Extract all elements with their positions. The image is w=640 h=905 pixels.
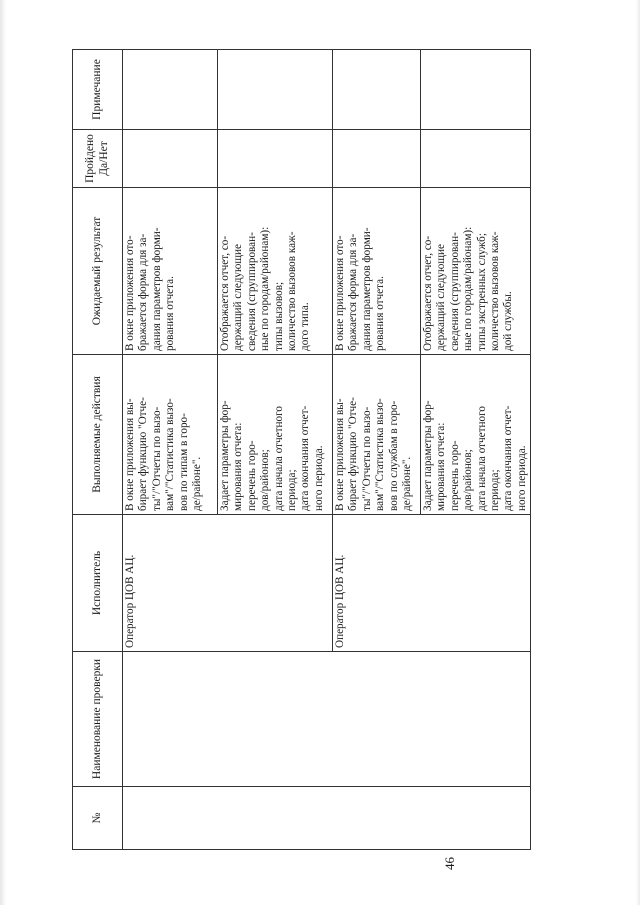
text-line: В окне приложения вы- <box>334 398 346 511</box>
text-line: бирает функцию "Отче- <box>137 397 150 511</box>
text-line: ные по городам/районам): <box>462 226 475 351</box>
cell-actions <box>333 355 421 515</box>
text-line: периода; <box>489 469 502 511</box>
cell-check-name <box>123 652 531 787</box>
header-executor: Исполнитель <box>73 515 123 652</box>
text-line: количество вызовов каж- <box>489 231 502 351</box>
text-line: дания параметров форми- <box>360 227 373 351</box>
text-line: В окне приложения ото- <box>334 235 346 351</box>
text-line: ты"/"Отчеты по вызо- <box>360 406 373 511</box>
cell-expected <box>123 188 218 355</box>
cell-passed <box>218 130 333 188</box>
text-line: ты"/"Отчеты по вызо- <box>150 406 163 511</box>
cell-note <box>218 50 333 130</box>
text-line: мирования отчета: <box>435 422 448 511</box>
text-line: бирает функцию "Отче- <box>347 397 360 511</box>
cell-passed <box>123 130 218 188</box>
text-line: сведения (сгруппирован- <box>245 232 258 351</box>
header-actions: Выполняемые действия <box>73 355 123 515</box>
text-line: периода; <box>286 469 299 511</box>
text-line: дов/районов; <box>462 449 475 511</box>
text-line: дания параметров форми- <box>150 227 163 351</box>
text-line: В окне приложения ото- <box>124 235 136 351</box>
cell-actions <box>421 355 531 515</box>
text-line: дого типа. <box>299 302 312 351</box>
text-line: мирования отчета: <box>232 422 245 511</box>
cell-actions <box>123 355 218 515</box>
page-number: 46 <box>442 857 457 870</box>
text-line: держащий следующие <box>435 244 448 351</box>
cell-num <box>123 787 531 850</box>
text-line: де/районе". <box>401 456 414 511</box>
text-line: типы экстренных служб; <box>475 233 488 351</box>
text-line: В окне приложения вы- <box>124 398 136 511</box>
text-line: де/районе". <box>191 456 204 511</box>
text-line: Задает параметры фор- <box>422 400 434 511</box>
cell-passed <box>421 130 531 188</box>
cell-expected <box>218 188 333 355</box>
text-line: сведения (сгруппирован- <box>448 232 461 351</box>
text-line: Отображается отчет, со- <box>219 235 231 351</box>
cell-note <box>333 50 421 130</box>
text-line: дата начала отчетного <box>475 406 488 511</box>
text-line: ного периода. <box>515 445 528 511</box>
text-line: ные по городам/районам): <box>259 226 272 351</box>
text-line: ного периода. <box>312 445 325 511</box>
text-line: рования отчета. <box>374 276 387 351</box>
text-line: вов по службам в горо- <box>387 400 400 511</box>
header-check-name: Наименование проверки <box>73 652 123 787</box>
text-line: рования отчета. <box>164 276 177 351</box>
cell-note <box>421 50 531 130</box>
text-line: дата начала отчетного <box>272 406 285 511</box>
text-line: вам"/"Статистика вызо- <box>374 398 387 511</box>
text-line: дата окончания отчет- <box>502 405 515 511</box>
text-line: перечень горо- <box>448 440 461 511</box>
cell-expected <box>421 188 531 355</box>
text-line: вам"/"Статистика вызо- <box>164 398 177 511</box>
cell-expected <box>333 188 421 355</box>
text-line: Задает параметры фор- <box>219 400 231 511</box>
header-expected: Ожидаемый результат <box>73 188 123 355</box>
scan-edge-right <box>636 0 640 905</box>
text-line: дой службы. <box>502 291 515 351</box>
scan-edge-left <box>0 0 6 905</box>
test-table <box>72 49 531 850</box>
cell-actions <box>218 355 333 515</box>
text-line: перечень горо- <box>245 440 258 511</box>
cell-executor: Оператор ЦОВ АЦ. <box>333 515 531 652</box>
header-num: № <box>73 787 123 850</box>
text-line: количество вызовов каж- <box>286 231 299 351</box>
cell-passed <box>333 130 421 188</box>
table-row <box>123 50 218 850</box>
header-note: Примечание <box>73 50 123 130</box>
text-line: дата окончания отчет- <box>299 405 312 511</box>
table-header-row <box>73 50 123 850</box>
cell-note <box>123 50 218 130</box>
text-line: Отображается отчет, со- <box>422 235 434 351</box>
text-line: вов по типам в горо- <box>177 413 190 511</box>
rotated-page <box>72 50 528 870</box>
cell-executor: Оператор ЦОВ АЦ. <box>123 515 333 652</box>
header-passed: Пройдено Да/Нет <box>73 130 123 188</box>
text-line: бражается форма для за- <box>347 233 360 351</box>
text-line: дов/районов; <box>259 449 272 511</box>
text-line: бражается форма для за- <box>137 233 150 351</box>
text-line: держащий следующие <box>232 244 245 351</box>
text-line: типы вызовов; <box>272 281 285 351</box>
